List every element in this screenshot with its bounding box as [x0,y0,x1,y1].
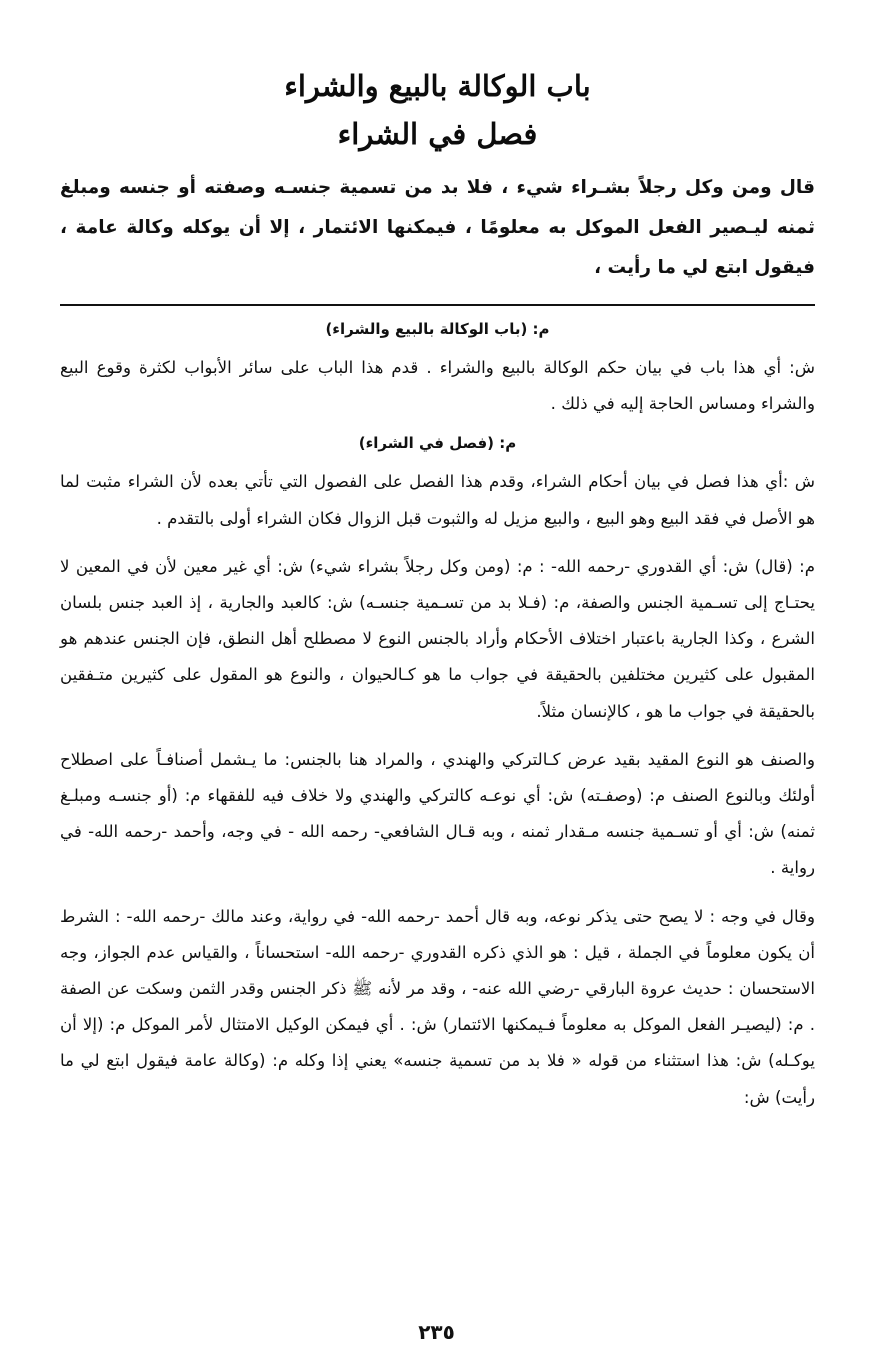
commentary-heading-section: م: (فصل في الشراء) [358,434,517,453]
commentary-paragraph: م: (قال) ش: أي القدوري -رحمه الله- : م: (ومن وكل رجلاً بشراء شيء) ش: أي غير معين لأن في المعين لا يحتـاج إلى تسـمية الجنس والصفة، م: (فـلا بد من تسـمية جنسـه) ش: كالعبد والجارية ، إذ العبد جنس بلسان الشرع ، وكذا الجارية باعتبار اختلاف الأحكام وأراد بالجنس النوع لا مصطلح أهل النطق، فإن الجنس عندهم هو المقبول على كثيرين مختلفين بالحقيقة في جواب ما هو كـالحيوان ، والنوع هو المقول على كثيرين متـفقين بالحقيقة في جواب ما هو ، كالإنسان مثلاً. [60,556,815,721]
commentary-paragraph: والصنف هو النوع المقيد بقيد عرض كـالتركي والهندي ، والمراد هنا بالجنس: ما يـشمل أصنافـاً على اصطلاح أولئك وبالنوع الصنف م: (وصفـته) ش: أي نوعـه كالتركي والهندي ولا خلاف فيه للفقهاء م: (أو جنسـه ومبلـغ ثمنه) ش: أي أو تسـمية جنسه مـقدار ثمنه ، وبه قـال الشافعي- رحمه الله - في وجه، وأحمد -رحمه الله- في رواية . [60,749,815,878]
title-block [60,62,815,158]
commentary-paragraph: ش :أي هذا فصل في بيان أحكام الشراء، وقدم هذا الفصل على الفصول التي تأتي بعده لأن الشراء مثبت لما هو الأصل في فقد البيع وهو البيع ، والبيع مزيل له والثبوت قبل الزوال فكان الشراء أولى بالتقدم . [60,472,815,528]
matn-text: قال ومن وكل رجلاً بشـراء شيء ، فلا بد من تسمية جنسـه وصفته أو جنسه ومبلغ ثمنه ليـصير الفعل الموكل به معلومًا ، فيمكنها الائتمار ، إلا أن يوكله وكالة عامة ، فيقول ابتع لي ما رأيت ، [60,177,815,278]
commentary-heading-chapter: م: (باب الوكالة بالبيع والشراء) [325,320,550,338]
page-number: ٢٣٥ [418,1320,455,1344]
commentary [60,312,815,1116]
commentary-paragraph: وقال في وجه : لا يصح حتى يذكر نوعه، وبه قال أحمد -رحمه الله- في رواية، وعند مالك -رحمه الله- : الشرط أن يكون معلوماً في الجملة ، قيل : هو الذي ذكره القدوري -رحمه الله- استحساناً ، والقياس عدم الجواز، وجه الاستحسان : حديث عروة البارقي -رضي الله عنه- ، وقد مر لأنه ﷺ ذكر الجنس وقدر الثمن وسكت عن الصفة . م: (ليصيـر الفعل الموكل به معلوماً فـيمكنها الائتمار) ش: . أي فيمكن الوكيل الامتثال لأمر الموكل م: (إلا أن يوكـله) ش: هذا استثناء من قوله « فلا بد من تسمية جنسه» يعني إذا وكله م: (وكالة عامة فيقول ابتع لي ما رأيت) ش: [60,906,815,1107]
divider-line [60,304,815,306]
chapter-title: باب الوكالة بالبيع والشراء [284,69,591,103]
section-title: فصل في الشراء [337,117,538,151]
commentary-paragraph: ش: أي هذا باب في بيان حكم الوكالة بالبيع والشراء . قدم هذا الباب على سائر الأبواب لكثرة وقوع البيع والشراء ومساس الحاجة إليه في ذلك . [60,358,815,414]
